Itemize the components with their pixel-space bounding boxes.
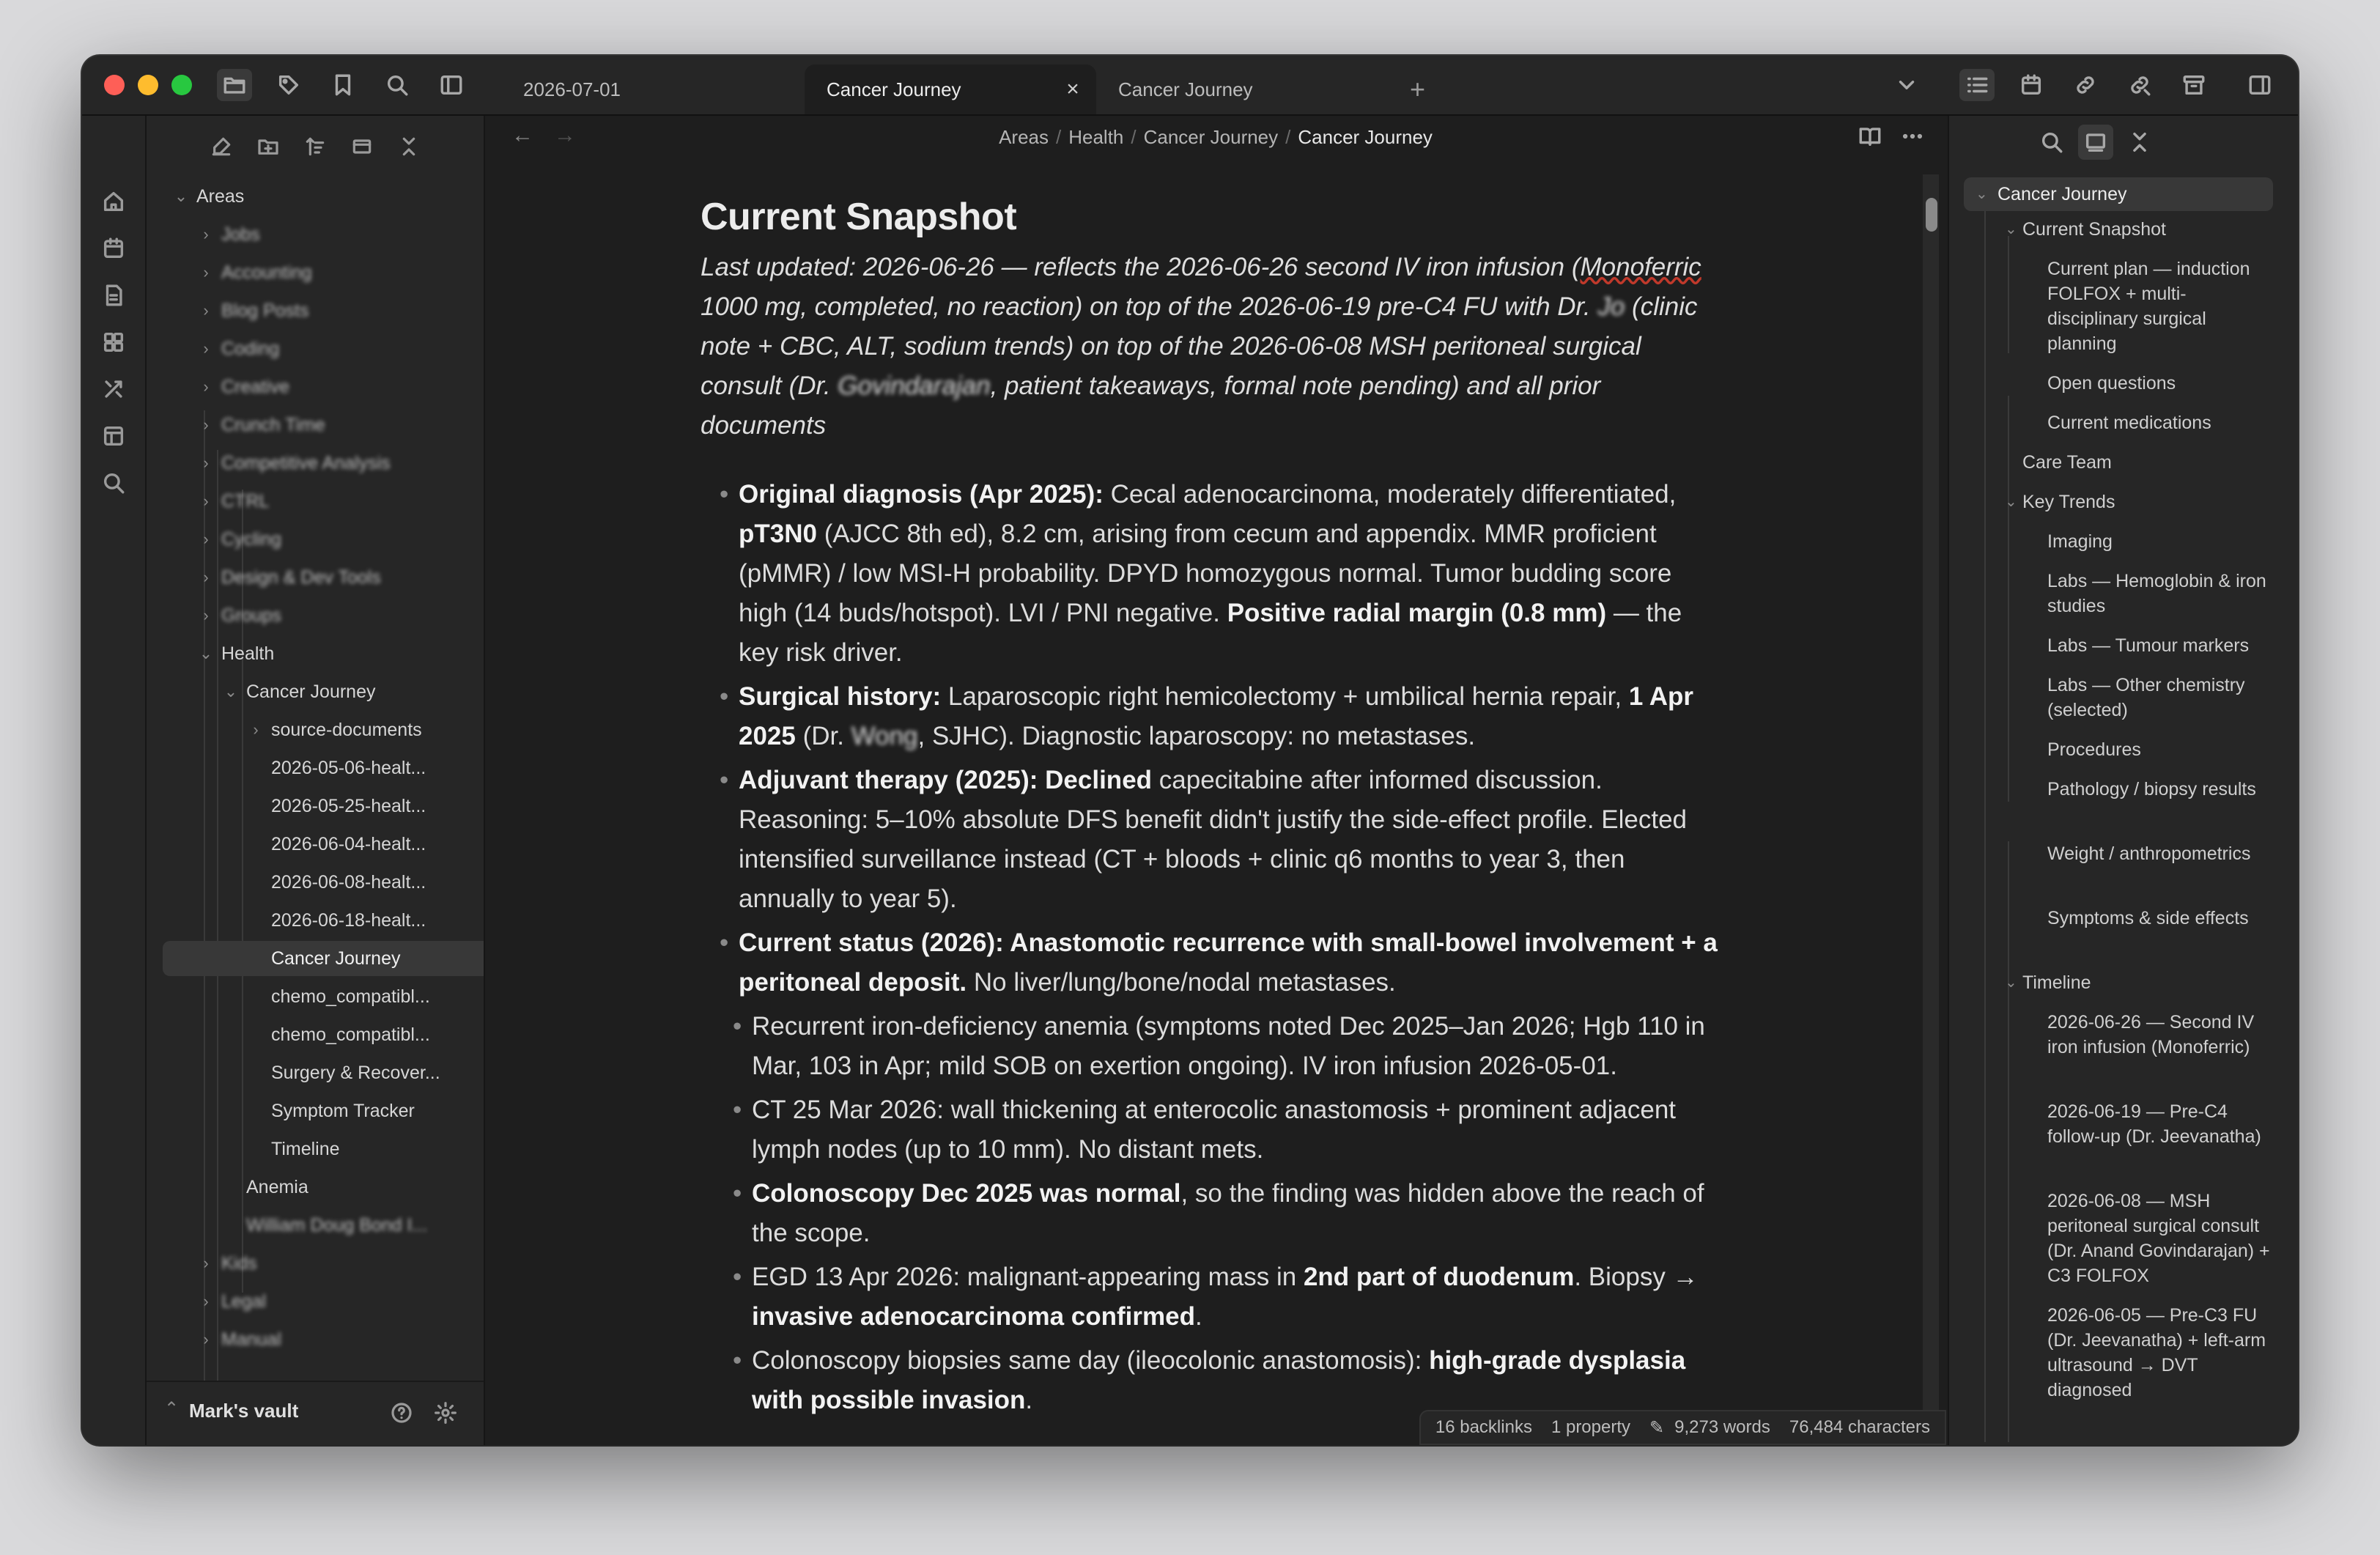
sort-icon[interactable] bbox=[299, 130, 331, 163]
outline-heading[interactable] bbox=[2005, 217, 2279, 242]
outline-heading-label: Open questions bbox=[2047, 373, 2176, 394]
tree-item[interactable] bbox=[198, 407, 454, 443]
breadcrumb-health[interactable]: Health bbox=[1068, 126, 1124, 148]
tree-item[interactable] bbox=[173, 179, 454, 214]
outline-heading[interactable] bbox=[2047, 1303, 2274, 1403]
outline-heading-label: Labs — Hemoglobin & iron studies bbox=[2047, 571, 2266, 616]
back-arrow-icon[interactable]: ← bbox=[511, 123, 533, 147]
outline-heading[interactable] bbox=[2022, 450, 2279, 475]
tree-item[interactable] bbox=[248, 788, 478, 824]
plus-icon: + bbox=[1410, 74, 1426, 104]
heading-current-snapshot: Current Snapshot bbox=[701, 196, 1017, 238]
new-note-icon[interactable] bbox=[205, 130, 237, 163]
chevron-right-icon[interactable]: › bbox=[203, 1254, 209, 1272]
tree-item[interactable] bbox=[248, 979, 478, 1014]
tree-item-label: source-documents bbox=[271, 719, 422, 740]
forward-arrow-icon[interactable]: → bbox=[554, 123, 576, 147]
chevron-right-icon[interactable]: › bbox=[203, 606, 209, 624]
outline-heading[interactable] bbox=[2047, 371, 2274, 396]
chevron-right-icon[interactable]: › bbox=[203, 454, 209, 472]
word-count: 9,273 words bbox=[1674, 1417, 1770, 1437]
tree-item-label: Accounting bbox=[221, 262, 312, 283]
toggle-right-sidebar-icon[interactable] bbox=[2242, 69, 2277, 101]
outline-icon[interactable] bbox=[1959, 69, 1995, 101]
tree-item[interactable] bbox=[248, 712, 454, 747]
editor-pane bbox=[485, 116, 1946, 1445]
collapse-all-icon[interactable] bbox=[393, 130, 425, 163]
new-tab-button[interactable] bbox=[1402, 64, 1446, 114]
chevron-right-icon[interactable]: › bbox=[203, 492, 209, 510]
quick-search-icon[interactable] bbox=[98, 468, 129, 498]
tree-item-label: 2026-05-25-healt... bbox=[271, 795, 426, 816]
backlinks-count[interactable]: 16 backlinks bbox=[1435, 1417, 1532, 1437]
tree-item[interactable] bbox=[248, 827, 478, 862]
outline-heading[interactable] bbox=[2047, 673, 2274, 723]
tree-item[interactable] bbox=[248, 750, 478, 786]
last-updated-paragraph: Last updated: 2026-06-26 — reflects the 2026-06-26 second IV iron infusion (Monoferric 1000 mg, completed, no reaction) on top of the 2026-06-19 pre-C4 FU with Dr. Jo (clinic note + CBC, ALT, sodium trends) on top of the 2026-06-08 MSH peritoneal surgical consult (Dr. Govindarajan, patient takeaways, formal note pending) and all prior documents bbox=[701, 253, 1701, 440]
tree-item[interactable] bbox=[198, 560, 454, 595]
calendar-icon[interactable] bbox=[2014, 69, 2049, 101]
tree-item[interactable] bbox=[198, 293, 454, 328]
chevron-down-icon[interactable]: ⌄ bbox=[223, 682, 238, 701]
list-item: • Current status (2026): Anastomotic recurrence with small-bowel involvement + a peritoneal deposit. No liver/lung/bone/nodal metastases. bbox=[739, 923, 1726, 1002]
tree-item-label: chemo_compatibl... bbox=[271, 986, 430, 1007]
outline-guide bbox=[2008, 236, 2009, 353]
minimize-window-button[interactable] bbox=[138, 75, 158, 95]
tree-item-label: Manual bbox=[221, 1329, 281, 1350]
app-window bbox=[82, 56, 2298, 1445]
tree-item-label: Coding bbox=[221, 338, 280, 359]
outline-heading[interactable] bbox=[2005, 970, 2279, 995]
tree-item-label: Symptom Tracker bbox=[271, 1100, 415, 1121]
snapshot-list bbox=[701, 475, 1726, 1420]
chevron-down-icon[interactable]: ⌄ bbox=[1976, 186, 1988, 202]
vault-switcher-icon[interactable]: ⌃ bbox=[164, 1399, 180, 1419]
tree-item[interactable] bbox=[248, 1055, 478, 1090]
zoom-window-button[interactable] bbox=[171, 75, 192, 95]
chevron-down-icon[interactable]: ⌄ bbox=[2005, 494, 2017, 510]
outline-heading-label: 2026-06-05 — Pre-C3 FU (Dr. Jeevanatha) + left-arm ultrasound → DVT diagnosed bbox=[2047, 1305, 2266, 1400]
outline-collapse-icon[interactable] bbox=[2122, 125, 2157, 160]
tree-item[interactable] bbox=[248, 1131, 478, 1167]
outline-heading-label: 2026-06-19 — Pre-C4 follow-up (Dr. Jeevanatha) bbox=[2047, 1101, 2261, 1147]
editor-scrollbar-thumb[interactable] bbox=[1926, 198, 1937, 232]
file-explorer-icon[interactable] bbox=[217, 69, 252, 101]
tab-list-chevron-icon[interactable] bbox=[1889, 69, 1924, 101]
tree-item-label: Surgery & Recover... bbox=[271, 1062, 440, 1083]
tree-item-label: Timeline bbox=[271, 1138, 340, 1159]
tree-item-label: Kids bbox=[221, 1252, 257, 1274]
toggle-left-sidebar-icon[interactable] bbox=[434, 69, 469, 101]
chevron-right-icon[interactable]: › bbox=[203, 568, 209, 586]
tree-item[interactable] bbox=[248, 1093, 478, 1129]
character-count: 76,484 characters bbox=[1789, 1417, 1930, 1437]
chevron-right-icon[interactable]: › bbox=[203, 263, 209, 281]
outline-guide bbox=[2008, 396, 2009, 802]
tab-cancer-journey-active[interactable] bbox=[805, 64, 1096, 114]
tree-item[interactable] bbox=[223, 674, 454, 709]
tree-item[interactable] bbox=[248, 903, 478, 938]
tree-item-label: Legal bbox=[221, 1290, 267, 1312]
chevron-down-icon[interactable]: ⌄ bbox=[174, 187, 188, 205]
outline-heading[interactable] bbox=[2005, 490, 2279, 514]
status-bar bbox=[1419, 1410, 1946, 1445]
backlinks-icon[interactable] bbox=[2068, 69, 2103, 101]
list-item: • Adjuvant therapy (2025): Declined capecitabine after informed discussion. Reasoning: 5–10% absolute DFS benefit didn't justify the side-effect profile. Elected intensified surveillance instead (CT + bloods + clinic q6 months to year 3, then annually to year 5). bbox=[739, 761, 1726, 919]
chevron-right-icon[interactable]: › bbox=[203, 225, 209, 243]
home-icon[interactable] bbox=[98, 186, 129, 217]
outline-heading-label: Current plan — induction FOLFOX + multi-disciplinary surgical planning bbox=[2047, 259, 2250, 354]
tree-item[interactable] bbox=[198, 1246, 454, 1281]
canvas-icon[interactable] bbox=[98, 327, 129, 358]
file-explorer-panel bbox=[147, 116, 485, 1445]
file-explorer-toolbar bbox=[147, 125, 484, 169]
outline-guide bbox=[2008, 841, 2009, 1442]
outline-heading-label: Labs — Other chemistry (selected) bbox=[2047, 675, 2245, 720]
tree-item[interactable] bbox=[248, 865, 478, 900]
outline-heading[interactable] bbox=[2047, 737, 2274, 762]
edit-pencil-icon[interactable]: ✎ bbox=[1649, 1417, 1665, 1438]
outline-guide bbox=[1984, 196, 1986, 1442]
outline-heading-label: Current Snapshot bbox=[2022, 219, 2166, 240]
chevron-down-icon[interactable]: ⌄ bbox=[2005, 221, 2017, 237]
close-tab-icon[interactable]: × bbox=[1066, 77, 1079, 101]
layout-icon[interactable] bbox=[98, 421, 129, 451]
list-item: • Colonoscopy Dec 2025 was normal, so the finding was hidden above the reach of the scope. bbox=[752, 1174, 1726, 1253]
chevron-right-icon[interactable]: › bbox=[203, 377, 209, 396]
chevron-right-icon[interactable]: › bbox=[203, 1330, 209, 1348]
tree-item-label: 2026-05-06-healt... bbox=[271, 757, 426, 778]
tree-item-label: Competitive Analysis bbox=[221, 452, 391, 473]
chevron-down-icon[interactable]: ⌄ bbox=[199, 644, 213, 662]
outline-heading-label: 2026-06-26 — Second IV iron infusion (Monoferric) bbox=[2047, 1012, 2255, 1057]
tree-item[interactable] bbox=[198, 331, 454, 366]
tree-item[interactable] bbox=[198, 217, 454, 252]
tree-item-label: Groups bbox=[221, 605, 281, 626]
outline-heading-label: Pathology / biopsy results bbox=[2047, 779, 2256, 799]
bookmark-icon[interactable] bbox=[325, 69, 361, 101]
outline-heading-label: Imaging bbox=[2047, 531, 2113, 552]
tree-item[interactable] bbox=[198, 446, 454, 481]
outline-heading[interactable] bbox=[2047, 256, 2274, 356]
template-icon[interactable] bbox=[98, 280, 129, 311]
search-icon[interactable] bbox=[380, 69, 415, 101]
outline-heading[interactable] bbox=[2047, 633, 2274, 658]
archive-icon[interactable] bbox=[2176, 69, 2211, 101]
tree-item[interactable] bbox=[198, 255, 454, 290]
chevron-right-icon[interactable]: › bbox=[253, 720, 259, 739]
ribbon bbox=[82, 116, 147, 1445]
tree-item-label: Creative bbox=[221, 376, 290, 397]
outline-heading-label: Weight / anthropometrics bbox=[2047, 843, 2251, 864]
new-folder-icon[interactable] bbox=[252, 130, 284, 163]
vault-footer bbox=[147, 1381, 484, 1445]
title-bar bbox=[82, 56, 2298, 116]
tree-item-label: CTRL bbox=[221, 490, 270, 511]
outline-heading[interactable] bbox=[2047, 529, 2274, 554]
tree-item[interactable] bbox=[198, 1284, 454, 1319]
outline-heading[interactable] bbox=[2047, 1010, 2274, 1060]
tree-item[interactable] bbox=[223, 1208, 478, 1243]
breadcrumb-areas[interactable]: Areas bbox=[999, 126, 1049, 148]
outline-heading-label: Procedures bbox=[2047, 739, 2141, 760]
chevron-right-icon[interactable]: › bbox=[203, 1292, 209, 1310]
outline-heading-label: Labs — Tumour markers bbox=[2047, 635, 2250, 656]
tree-item[interactable] bbox=[198, 522, 454, 557]
settings-gear-icon[interactable] bbox=[429, 1397, 462, 1429]
outline-heading-label: Cancer Journey bbox=[1998, 184, 2127, 204]
outline-heading[interactable] bbox=[2047, 569, 2274, 618]
list-item: • Surgical history: Laparoscopic right hemicolectomy + umbilical hernia repair, 1 Apr 2025 (Dr. Wong, SJHC). Diagnostic laparoscopy: no metastases. bbox=[739, 677, 1726, 756]
outline-heading-label: Key Trends bbox=[2022, 492, 2115, 512]
tree-item-label: 2026-06-18-healt... bbox=[271, 909, 426, 931]
tree-item-label: Design & Dev Tools bbox=[221, 566, 381, 588]
chevron-right-icon[interactable]: › bbox=[203, 415, 209, 434]
tree-item[interactable] bbox=[248, 1017, 478, 1052]
outline-heading[interactable] bbox=[2047, 906, 2274, 931]
outgoing-links-icon[interactable] bbox=[2122, 69, 2157, 101]
list-item: • EGD 13 Apr 2026: malignant-appearing mass in 2nd part of duodenum. Biopsy → invasive adenocarcinoma confirmed. bbox=[752, 1257, 1726, 1337]
vault-name[interactable]: Mark's vault bbox=[189, 1400, 299, 1422]
tab-label: Cancer Journey bbox=[1118, 78, 1253, 100]
chevron-right-icon[interactable]: › bbox=[203, 301, 209, 320]
breadcrumb-current-note[interactable]: Cancer Journey bbox=[1298, 126, 1433, 148]
note-content[interactable] bbox=[701, 195, 1726, 1425]
outline-heading-label: Current medications bbox=[2047, 413, 2211, 433]
outline-heading[interactable] bbox=[1964, 177, 2273, 211]
outline-heading[interactable] bbox=[2047, 1189, 2274, 1288]
tab-label: Cancer Journey bbox=[827, 78, 961, 100]
list-item: • Original diagnosis (Apr 2025): Cecal adenocarcinoma, moderately differentiated, pT3N0 (AJCC 8th ed), 8.2 cm, arising from cecum and appendix. MMR proficient (pMMR) / low MSI-H probability. DPYD homozygous normal. Tumor budding score high (14 buds/hotspot). LVI / PNI negative. Positive radial margin (0.8 mm) — the key risk driver. bbox=[739, 475, 1726, 673]
outline-heading[interactable] bbox=[2047, 1099, 2274, 1149]
tree-item-label: Cancer Journey bbox=[271, 948, 401, 969]
outline-heading-label: 2026-06-08 — MSH peritoneal surgical consult (Dr. Anand Govindarajan) + C3 FOLFOX bbox=[2047, 1191, 2270, 1286]
tree-item-label: Cycling bbox=[221, 528, 281, 550]
tools-icon[interactable] bbox=[98, 374, 129, 405]
chevron-right-icon[interactable]: › bbox=[203, 530, 209, 548]
help-icon[interactable] bbox=[385, 1397, 418, 1429]
outline-panel bbox=[1948, 116, 2298, 1445]
tree-item[interactable] bbox=[198, 636, 454, 671]
auto-reveal-icon[interactable] bbox=[346, 130, 378, 163]
reading-view-icon[interactable] bbox=[1852, 120, 1888, 152]
outline-heading-label: Care Team bbox=[2022, 452, 2112, 473]
tree-item-label: Blog Posts bbox=[221, 300, 309, 321]
tree-item[interactable] bbox=[198, 1322, 454, 1357]
outline-heading[interactable] bbox=[2047, 410, 2274, 435]
tags-icon[interactable] bbox=[271, 69, 306, 101]
outline-view-icon[interactable] bbox=[2078, 125, 2113, 160]
outline-heading-label: Timeline bbox=[2022, 972, 2091, 993]
tree-item[interactable] bbox=[198, 598, 454, 633]
tree-item[interactable] bbox=[163, 941, 485, 976]
breadcrumb: Areas / Health / Cancer Journey / Cancer Journey bbox=[999, 126, 1433, 148]
tree-item-label: William Doug Bond I... bbox=[246, 1214, 428, 1235]
tree-item[interactable] bbox=[198, 484, 454, 519]
list-item: • Colonoscopy biopsies same day (ileocolonic anastomosis): high-grade dysplasia with possible invasion. bbox=[752, 1341, 1726, 1420]
tab-cancer-journey[interactable] bbox=[1096, 64, 1389, 114]
tree-item-label: Cancer Journey bbox=[246, 681, 376, 702]
editor-scrollbar-track[interactable] bbox=[1923, 174, 1939, 1445]
daily-note-calendar-icon[interactable] bbox=[98, 233, 129, 264]
tree-item-label: Crunch Time bbox=[221, 414, 325, 435]
tab-label: 2026-07-01 bbox=[523, 78, 621, 100]
list-item: • Recurrent iron-deficiency anemia (symptoms noted Dec 2025–Jan 2026; Hgb 110 in Mar, 103 in Apr; mild SOB on exertion ongoing). IV iron infusion 2026-05-01. bbox=[752, 1007, 1726, 1086]
tree-item[interactable] bbox=[198, 369, 454, 405]
outline-heading[interactable] bbox=[2047, 777, 2274, 802]
tree-item-label: chemo_compatibl... bbox=[271, 1024, 430, 1045]
close-window-button[interactable] bbox=[104, 75, 125, 95]
tree-item-label: 2026-06-04-healt... bbox=[271, 833, 426, 854]
list-item: • CT 25 Mar 2026: wall thickening at enterocolic anastomosis + prominent adjacent lymph nodes (up to 10 mm). No distant mets. bbox=[752, 1090, 1726, 1170]
tree-item-label: 2026-06-08-healt... bbox=[271, 871, 426, 893]
tree-item-label: Anemia bbox=[246, 1176, 308, 1197]
tree-item-label: Areas bbox=[196, 185, 245, 207]
tree-item-label: Health bbox=[221, 643, 275, 664]
outline-heading-label: Symptoms & side effects bbox=[2047, 908, 2249, 928]
chevron-down-icon[interactable]: ⌄ bbox=[2005, 975, 2017, 991]
properties-count[interactable]: 1 property bbox=[1551, 1417, 1631, 1437]
outline-search-icon[interactable] bbox=[2034, 125, 2069, 160]
more-options-icon[interactable] bbox=[1895, 120, 1930, 152]
tree-item[interactable] bbox=[223, 1170, 478, 1205]
breadcrumb-cancer-journey-folder[interactable]: Cancer Journey bbox=[1143, 126, 1279, 148]
chevron-right-icon[interactable]: › bbox=[203, 339, 209, 358]
tree-item-label: Jobs bbox=[221, 224, 260, 245]
outline-heading[interactable] bbox=[2047, 841, 2274, 866]
